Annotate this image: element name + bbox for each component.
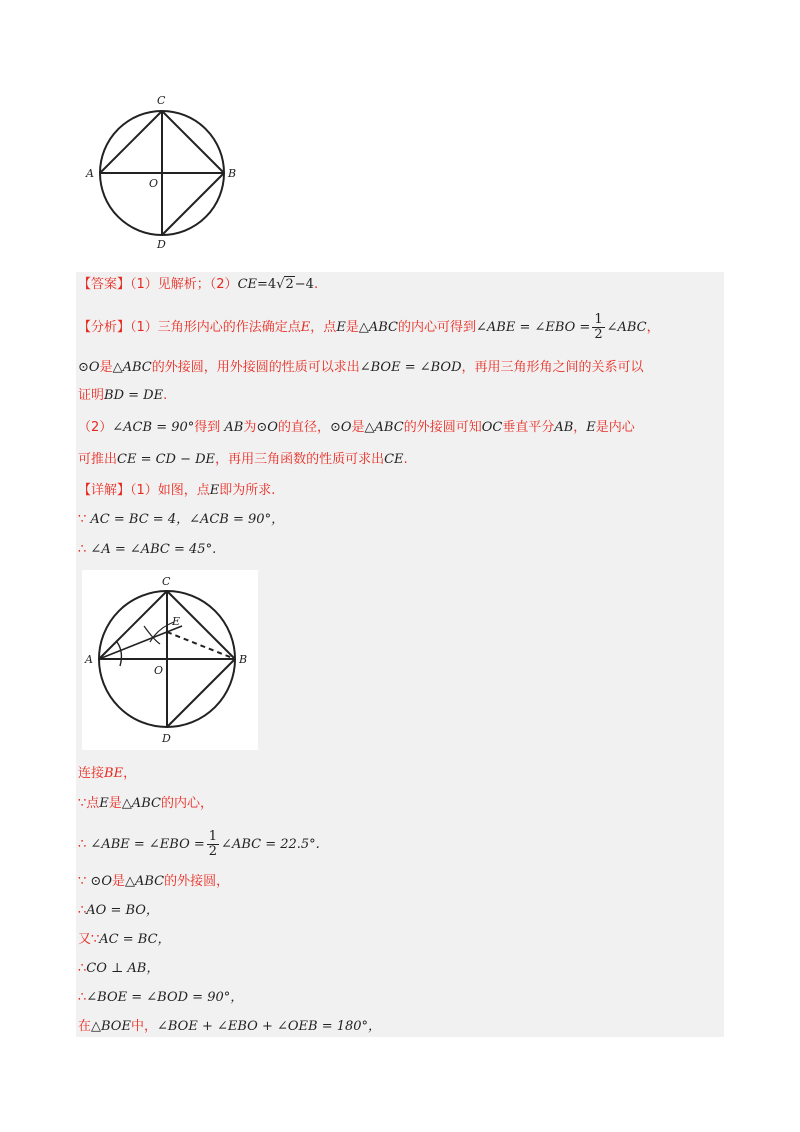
analysis-math: ∠ACB = 90°	[112, 420, 195, 435]
detail-math: AC = BC，	[99, 932, 171, 947]
analysis-text: 可推出	[78, 452, 118, 467]
analysis-text: .	[163, 388, 168, 403]
fraction-half	[207, 830, 219, 859]
detail-line-11	[78, 988, 243, 1008]
analysis-text: 得到	[194, 420, 221, 435]
answer-end: .	[313, 277, 319, 292]
detail-text: （1）如图，点	[130, 483, 210, 498]
analysis-text: 证明	[78, 388, 105, 403]
analysis-text: （1）三角形内心的作法确定点	[130, 320, 301, 335]
frac-den: 2	[208, 844, 218, 859]
therefore-symbol: ∴	[78, 837, 87, 852]
analysis-math: ⊙O	[329, 420, 352, 435]
detail-math: ∠ABC = 22.5°.	[221, 837, 320, 852]
answer-radicand: 2	[285, 277, 294, 292]
detail-line-8	[78, 901, 159, 921]
analysis-text: ，	[573, 420, 587, 435]
detail-math: E	[99, 796, 109, 811]
analysis-math: E	[336, 320, 346, 335]
analysis-line-4	[78, 418, 635, 438]
analysis-text: ，再用三角函数的性质可求出	[215, 452, 385, 467]
answer-tag: 【答案】	[78, 277, 131, 292]
analysis-text: 是	[99, 360, 113, 375]
detail-line-6	[78, 830, 320, 859]
detail-text: ，	[123, 766, 137, 781]
analysis-math: AB	[554, 420, 574, 435]
analysis-math: ⊙O	[256, 420, 278, 435]
analysis-math: CE	[384, 452, 404, 467]
because-symbol: ∵	[78, 874, 87, 889]
label-a: A	[85, 653, 93, 666]
detail-line-4	[78, 764, 136, 784]
label-e: E	[172, 615, 181, 628]
analysis-math: E	[586, 420, 596, 435]
label-o: O	[154, 664, 164, 677]
label-a: A	[86, 167, 94, 180]
label-b: B	[228, 167, 237, 180]
detail-text: 点	[86, 796, 100, 811]
analysis-math: CE = CD − DE	[117, 452, 216, 467]
detail-line-1	[78, 481, 275, 501]
detail-line-2	[78, 510, 284, 530]
analysis-text: 的外接圆，用外接圆的性质可以求出	[151, 360, 360, 375]
analysis-text: （2）	[78, 420, 113, 435]
label-c: C	[157, 94, 166, 107]
therefore-symbol: ∴	[78, 961, 87, 976]
detail-text: 连接	[78, 766, 105, 781]
detail-math: △ABC	[125, 874, 165, 889]
analysis-math: ∠ABE = ∠EBO =	[475, 320, 591, 335]
analysis-math: △ABC	[364, 420, 404, 435]
detail-math: CO ⊥ AB，	[86, 961, 160, 976]
detail-text: 的内心，	[160, 796, 213, 811]
detail-math: △BOE	[91, 1019, 131, 1034]
analysis-text: 垂直平分	[502, 420, 555, 435]
figure-circle-1	[82, 92, 242, 252]
answer-line	[78, 275, 318, 295]
label-b: B	[239, 653, 248, 666]
detail-math: △ABC	[121, 796, 161, 811]
detail-text: 在	[78, 1019, 92, 1034]
therefore-symbol: ∴	[78, 903, 87, 918]
label-c: C	[162, 575, 171, 588]
analysis-line-5	[78, 450, 408, 470]
analysis-math: AB	[224, 420, 244, 435]
analysis-math: ⊙O	[78, 360, 100, 375]
analysis-line-3	[78, 386, 167, 406]
segment-be-dashed	[167, 632, 235, 659]
analysis-text: .	[403, 452, 408, 467]
answer-text: （1）见解析；（2）	[130, 277, 238, 292]
analysis-text: 是	[351, 420, 365, 435]
detail-text: 是	[111, 874, 125, 889]
analysis-text: ，点	[310, 320, 337, 335]
analysis-text: ，	[646, 320, 660, 335]
analysis-text: 的内心可得到	[397, 320, 476, 335]
detail-math: ∠BOE = ∠BOD = 90°，	[86, 990, 244, 1005]
angle-bisector-a	[99, 626, 182, 659]
detail-line-12	[78, 1017, 381, 1037]
detail-text: 的外接圆，	[164, 874, 230, 889]
fraction-half	[592, 313, 604, 342]
detail-line-5	[78, 794, 213, 814]
detail-text: 是	[108, 796, 122, 811]
detail-math: AC = BC = 4，∠ACB = 90°，	[90, 512, 285, 527]
answer-tail: −4	[294, 277, 314, 292]
analysis-text: 为	[243, 420, 257, 435]
detail-math: E	[209, 483, 220, 498]
detail-text: 即为所求.	[219, 483, 276, 498]
analysis-line-1	[78, 313, 660, 342]
detail-line-9	[78, 930, 171, 950]
label-o: O	[149, 177, 159, 190]
detail-line-3	[78, 540, 216, 560]
because-symbol: ∵	[78, 796, 87, 811]
detail-text: BE	[104, 766, 124, 781]
answer-eq: =	[257, 277, 268, 292]
analysis-line-2	[78, 358, 644, 378]
answer-coef: 4	[267, 277, 277, 292]
detail-math: AO = BO，	[86, 903, 159, 918]
analysis-math: BD = DE	[104, 388, 164, 403]
frac-num: 1	[594, 312, 603, 327]
analysis-math: △ABC	[358, 320, 398, 335]
detail-line-7	[78, 872, 229, 892]
detail-math: ∠BOE + ∠EBO + ∠OEB = 180°，	[156, 1019, 382, 1034]
analysis-text: 是	[345, 320, 359, 335]
detail-math: ∠ABE = ∠EBO =	[90, 837, 205, 852]
detail-text: 中，	[130, 1019, 157, 1034]
analysis-text: 是内心	[595, 420, 635, 435]
frac-num: 1	[208, 829, 218, 844]
construction-arc-a	[117, 642, 121, 666]
therefore-symbol: ∴	[78, 990, 87, 1005]
analysis-text: E	[300, 320, 311, 335]
figure-circle-2	[82, 570, 258, 750]
analysis-text: 的直径，	[277, 420, 330, 435]
frac-den: 2	[594, 327, 603, 342]
analysis-tag: 【分析】	[78, 320, 131, 335]
detail-line-10	[78, 959, 159, 979]
analysis-math: OC	[481, 420, 503, 435]
because-symbol: ∵	[78, 512, 87, 527]
analysis-math: △ABC	[112, 360, 152, 375]
answer-sqrt: √2	[276, 277, 294, 292]
label-d: D	[162, 732, 171, 745]
detail-math: ⊙O	[90, 874, 112, 889]
detail-tag: 【详解】	[78, 483, 131, 498]
analysis-text: 的外接圆可知	[403, 420, 482, 435]
label-d: D	[157, 238, 166, 251]
analysis-math: ∠BOE = ∠BOD	[359, 360, 462, 375]
analysis-math: ∠ABC	[606, 320, 647, 335]
therefore-symbol: ∴	[78, 542, 87, 557]
analysis-text: ，再用三角形角之间的关系可以	[461, 360, 644, 375]
answer-ce: CE	[237, 277, 257, 292]
detail-math: ∠A = ∠ABC = 45°.	[90, 542, 217, 557]
detail-text: 又∵	[78, 932, 100, 947]
